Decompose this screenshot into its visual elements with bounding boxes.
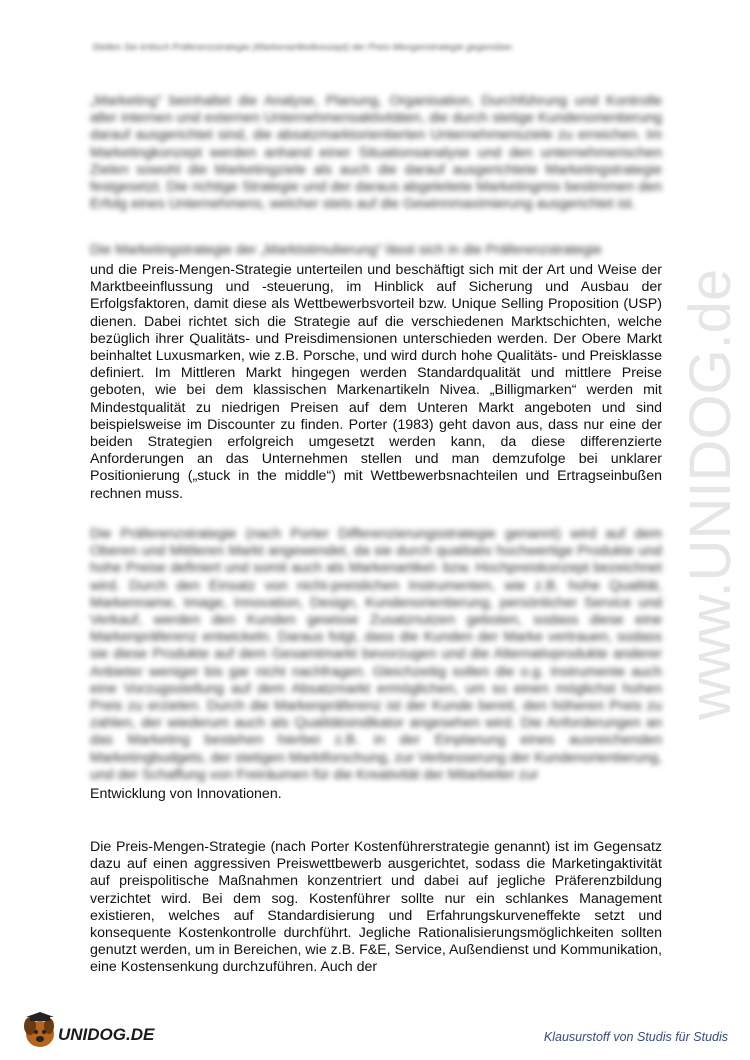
- unidog-logo: [20, 1010, 170, 1052]
- watermark-text: www.UNIDOG.de: [678, 268, 743, 720]
- watermark: [668, 140, 750, 760]
- paragraph-marktstimulierung: und die Preis-Mengen-Strategie unterteilen und beschäftigt sich mit der Art und Weise der Marktbeeinflussung und -steuerung, im Hinblick auf Sicherung und Ausbau der Erfolgsfaktoren, damit diese als Wettbewerbsvorteil bzw. Unique Selling Proposition (USP) dienen. Dabei richtet sich die Strategie auf die verschiedenen Marktschichten, welche bezüglich ihrer Qualitäts- und Preisdimensionen unterschieden werden. Der Obere Markt beinhaltet Luxusmarken, wie z.B. Porsche, und wird durch hohe Qualitäts- und Preisklasse definiert. Im Mittleren Markt hingegen werden Standardqualität und mittlere Preise geboten, wie bei dem klassischen Markenartikeln Nivea. „Billigmarken“ werden mit Mindestqualität zu niedrigen Preisen auf dem Unteren Markt angeboten und sind beispielsweise im Discounter zu finden. Porter (1983) geht davon aus, dass nur eine der beiden Strategien erfolgreich umgesetzt werden kann, da diese differenzierte Anforderungen an das Unternehmen stellen und man demzufolge bei unklarer Positionierung („stuck in the middle“) mit Wettbewerbsnachteilen und Ertragseinbußen rechnen muss.: [90, 262, 662, 502]
- paragraph-praeferenzstrategie-blurred: Die Präferenzstrategie (nach Porter Differenzierungsstrategie genannt) wird auf dem Oberen und Mittleren Markt angewendet, da sie durch qualitativ hochwertige Produkte und hohe Preise definiert und somit auch als Markenartikel- bzw. Hochpreiskonzept bezeichnet wird. Durch den Einsatz von nicht-preislichen Instrumenten, wie z.B. hohe Qualität, Markenname, Image, Innovation, Design, Kundenorientierung, persönlicher Service und Verkauf, werden den Kunden gewisse Zusatznutzen geboten, sodass diese eine Markenpräferenz entwickeln. Daraus folgt, dass die Kunden der Marke vertrauen, sodass sie diese Produkte auf dem Gesamtmarkt bevorzugen und die Alternativprodukte anderer Anbieter weniger bis gar nicht nachfragen. Gleichzeitig sollen die o.g. Instrumente auch eine Vorzugsstellung auf dem Absatzmarkt ermöglichen, um so einen möglichst hohen Preis zu erzielen. Durch die Markenpräferenz ist der Kunde bereit, den höheren Preis zu zahlen, der wiederum auch als Qualitätsindikator angesehen wird. Die Anforderungen an das Marketing bestehen hierbei z.B. in der Einplanung eines ausreichenden Marketingbudgets, der stetigen Marktforschung, zur Verbesserung der Kundenorientierung, und der Schaffung von Freiräumen für die Kreativität der Mitarbeiter zur: [90, 526, 662, 783]
- paragraph-praeferenzstrategie-end: Entwicklung von Innovationen.: [90, 786, 282, 802]
- paragraph-marketing-definition: „Marketing“ beinhaltet die Analyse, Planung, Organisation, Durchführung und Kontrolle aller internen und externen Unternehmensaktivitäten, die durch stetige Kundenorientierung darauf ausgerichtet sind, die absatzmarktorientierten Unternehmensziele zu erreichen. Im Marketingkonzept werden anhand einer Situationsanalyse und den unternehmerischen Zielen sowohl die Marketingziele als auch die darauf ausgerichtete Marketingstrategie festgesetzt. Die richtige Strategie und der daraus abgeleitete Marketingmix bestimmen den Erfolg eines Unternehmens, welcher stets auf die Gewinnmaximierung ausgerichtet ist.: [90, 93, 662, 213]
- logo-text: UNIDOG.DE: [58, 1025, 155, 1044]
- page-header-title: Stellen Sie kritisch Präferenzstrategie (Markenartikelkonzept) der Preis-Mengenstrategie gegenüber.: [92, 42, 515, 53]
- footer-tagline: Klausurstoff von Studis für Studis: [543, 1030, 728, 1044]
- paragraph-marktstimulierung-blurred: Die Marketingstrategie der „Marktstimulierung“ lässt sich in die Präferenzstrategie: [90, 242, 602, 258]
- paragraph-preis-mengen-strategie: Die Preis-Mengen-Strategie (nach Porter Kostenführerstrategie genannt) ist im Gegensatz dazu auf einen aggressiven Preiswettbewerb ausgerichtet, sodass die Marketingaktivität auf preispolitische Maßnahmen konzentriert und dabei auf jegliche Präferenzbildung verzichtet wird. Bei dem sog. Kostenführer sollte nur ein schlankes Management existieren, welches auf Standardisierung und Erfahrungskurveneffekte setzt und konsequente Kostenkontrolle durchführt. Jegliche Rationalisierungsmöglichkeiten sollten genutzt werden, um in Bereichen, wie z.B. F&E, Service, Außendienst und Kommunikation, eine Kostensenkung durchzuführen. Auch der: [90, 839, 662, 976]
